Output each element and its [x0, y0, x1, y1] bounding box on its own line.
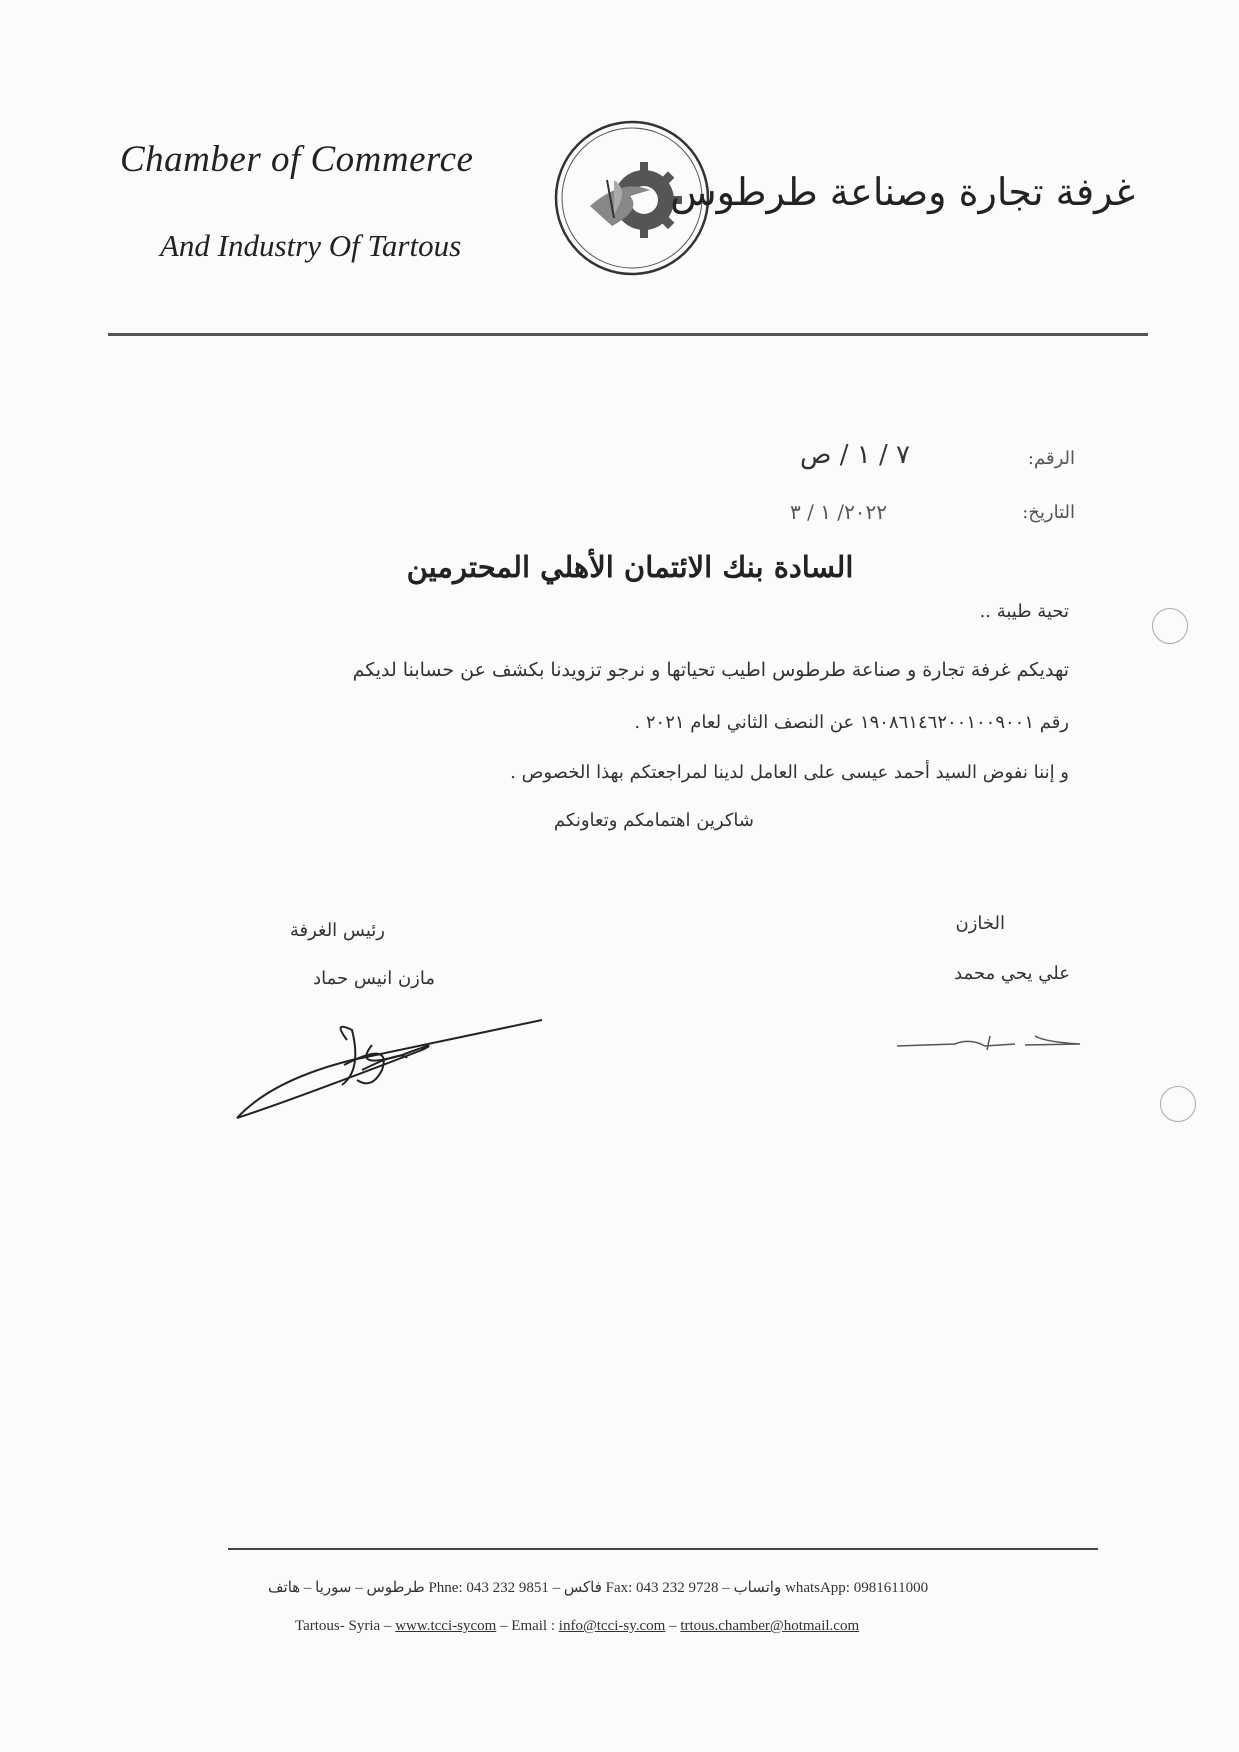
- footer-email-link[interactable]: info@tcci-sy.com: [558, 1618, 666, 1634]
- letterhead-english-line2: And Industry Of Tartous: [160, 228, 462, 263]
- treasurer-title: الخازن: [955, 913, 1005, 934]
- date-value: ٢٠٢٢/ ١ / ٣: [790, 500, 888, 524]
- footer-divider: [228, 1548, 1098, 1550]
- footer-email-label: – Email :: [496, 1618, 559, 1634]
- president-title: رئيس الغرفة: [289, 920, 385, 941]
- footer-separator: –: [665, 1618, 681, 1634]
- letterhead-arabic-name: غرفة تجارة وصناعة طرطوس: [670, 170, 1135, 214]
- letterhead-english-line1: Chamber of Commerce: [120, 139, 474, 180]
- punch-hole-mark: [1152, 608, 1188, 644]
- treasurer-signature: [895, 1028, 1085, 1058]
- reference-number: ٧ / ١ / ص: [800, 440, 910, 470]
- letter-closing: شاكرين اهتمامكم وتعاونكم: [553, 810, 754, 831]
- letter-recipient: السادة بنك الائتمان الأهلي المحترمين: [406, 550, 854, 584]
- president-name: مازن انيس حماد: [313, 968, 435, 989]
- letter-body-line3: و إننا نفوض السيد أحمد عيسى على العامل لدينا لمراجعتكم بهذا الخصوص .: [510, 762, 1069, 783]
- footer-address: [295, 1618, 859, 1635]
- footer-location: Tartous- Syria –: [295, 1618, 396, 1634]
- punch-hole-mark: [1160, 1086, 1196, 1122]
- reference-label: الرقم:: [1027, 448, 1075, 469]
- letter-body-line1: تهديكم غرفة تجارة و صناعة طرطوس اطيب تحياتها و نرجو تزويدنا بكشف عن حسابنا لديكم: [352, 659, 1069, 681]
- treasurer-name: علي يحي محمد: [954, 963, 1070, 984]
- footer-contact: طرطوس – سوريا – هاتف Phne: 043 232 9851 – فاكس Fax: 043 232 9728 – واتساب whatsApp: 0981611000: [268, 1580, 929, 1596]
- letter-greeting: تحية طيبة ..: [979, 601, 1069, 622]
- letter-body-line2: رقم ١٩٠٨٦١٤٦٢٠٠١٠٠٩٠٠١ عن النصف الثاني لعام ٢٠٢١ .: [634, 712, 1069, 733]
- date-label: التاريخ:: [1022, 502, 1075, 523]
- header-divider: [108, 333, 1148, 336]
- footer-email-link-2[interactable]: trtous.chamber@hotmail.com: [680, 1618, 860, 1634]
- president-signature: [232, 1010, 552, 1130]
- footer-website-link[interactable]: www.tcci-sycom: [395, 1618, 497, 1634]
